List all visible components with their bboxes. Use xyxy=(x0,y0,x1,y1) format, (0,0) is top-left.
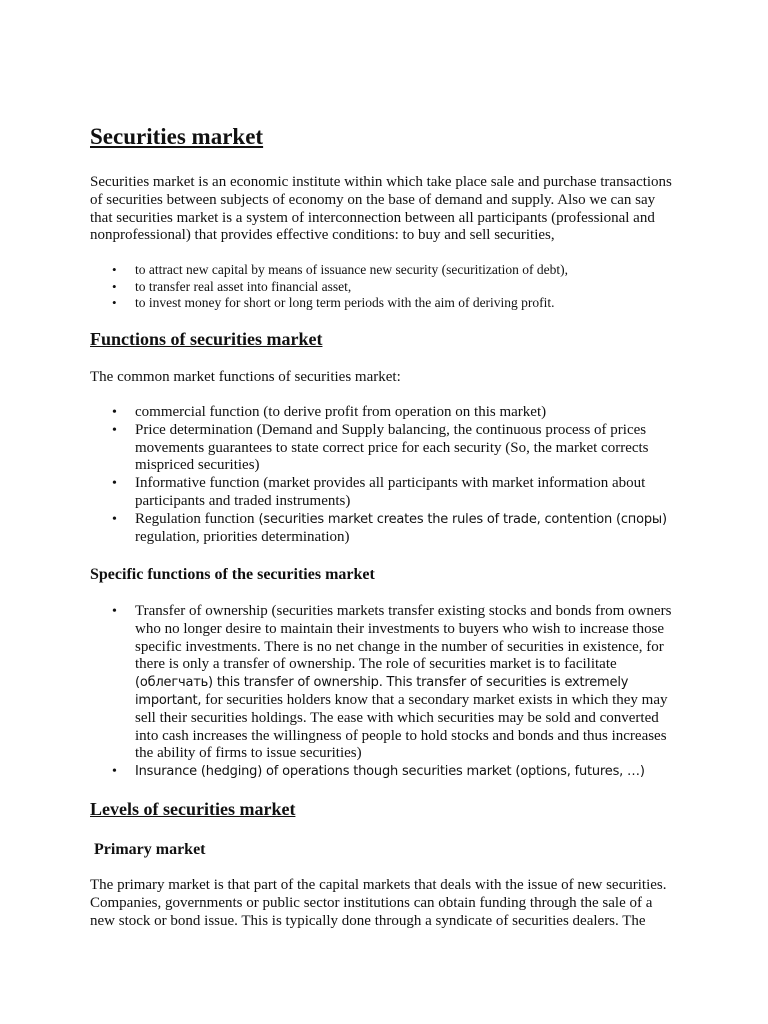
specific-functions-list xyxy=(90,603,680,781)
levels-heading: Levels of securities market xyxy=(90,799,296,819)
list-item xyxy=(90,511,680,547)
list-item: • to transfer real asset into financial asset, xyxy=(90,279,680,296)
transfer-text-a: Transfer of ownership (securities markets transfer existing stocks and bonds from owners who no longer desire to maintain their investments to buyers who wish to increase those specific investments. There is no net change in the number of securities in existence, for there is only a transfer of ownership. The role of securities market is to facilitate xyxy=(135,603,672,673)
intro-bullet-list xyxy=(90,262,680,312)
list-item: • Price determination (Demand and Supply balancing, the continuous process of prices movements guarantees to state correct price for each security (So, the market corrects mispriced securities) xyxy=(90,422,680,475)
list-item xyxy=(90,603,680,763)
list-item: • to attract new capital by means of issuance new security (securitization of debt), xyxy=(90,262,680,279)
transfer-text-b: (облегчать) this transfer of ownership. This transfer of securities is extremely important, xyxy=(135,675,629,708)
functions-intro: The common market functions of securities market: xyxy=(90,369,401,385)
list-item: • Informative function (market provides all participants with market information about participants and traded instruments) xyxy=(90,475,680,511)
primary-market-heading: Primary market xyxy=(94,841,206,858)
primary-market-paragraph: The primary market is that part of the capital markets that deals with the issue of new securities. Companies, governments or public sector institutions can obtain funding through the sale of a new stock or bond issue. This is typically done through a syndicate of securities dealers. The xyxy=(90,877,667,929)
intro-paragraph: Securities market is an economic institute within which take place sale and purchase transactions of securities between subjects of economy on the base of demand and supply. Also we can say that securities market is a system of interconnection between all participants (professional and nonprofessional) that provides effective conditions: to buy and sell securities, xyxy=(90,174,672,244)
transfer-text-c: for securities holders know that a secondary market exists in which they may sell their securities holdings. The ease with which securities may be sold and converted into cash increases the willingness of people to hold stocks and bonds and thus increases the ability of firms to issue securities) xyxy=(135,691,668,762)
functions-heading: Functions of securities market xyxy=(90,329,323,349)
list-item: • to invest money for short or long term periods with the aim of deriving profit. xyxy=(90,295,680,312)
page-title: Securities market xyxy=(90,124,264,149)
regulation-detail-cont: regulation, priorities determination) xyxy=(135,528,350,545)
specific-functions-heading: Specific functions of the securities market xyxy=(90,566,375,583)
list-item: • commercial function (to derive profit from operation on this market) xyxy=(90,404,680,422)
functions-list xyxy=(90,404,680,546)
insurance-text: Insurance (hedging) of operations though securities market (options, futures, …) xyxy=(135,764,645,780)
list-item xyxy=(90,763,680,781)
regulation-label: Regulation function xyxy=(135,510,255,527)
regulation-detail: (securities market creates the rules of trade, contention (споры) xyxy=(254,511,667,527)
